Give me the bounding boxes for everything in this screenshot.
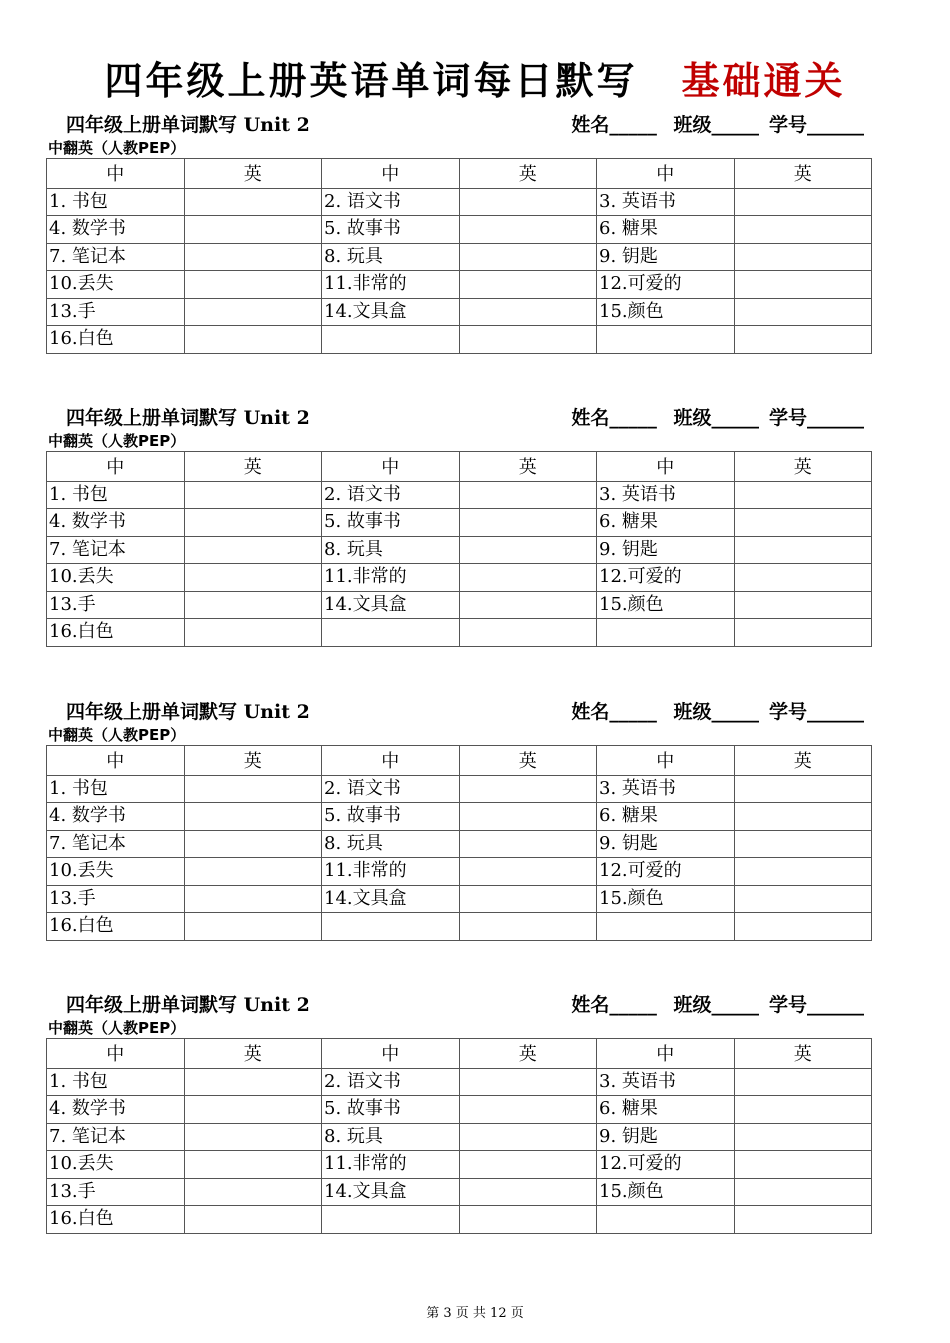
chinese-word-cell: 8. 玩具 — [322, 243, 460, 271]
table-row — [47, 858, 872, 886]
english-answer-cell[interactable] — [734, 1151, 872, 1179]
table-row — [47, 326, 872, 354]
table-row — [47, 1068, 872, 1096]
chinese-word-cell: 3. 英语书 — [597, 1068, 735, 1096]
english-answer-cell[interactable] — [459, 803, 597, 831]
chinese-word-cell: 2. 语文书 — [322, 1068, 460, 1096]
chinese-word-cell — [597, 326, 735, 354]
english-answer-cell[interactable] — [459, 188, 597, 216]
english-answer-cell[interactable] — [184, 481, 322, 509]
name-field[interactable]: 姓名_____ — [571, 114, 657, 136]
chinese-word-cell: 12.可爱的 — [597, 1151, 735, 1179]
column-header: 英 — [459, 452, 597, 482]
chinese-word-cell: 8. 玩具 — [322, 830, 460, 858]
chinese-word-cell: 15.颜色 — [597, 591, 735, 619]
table-row — [47, 885, 872, 913]
english-answer-cell[interactable] — [184, 216, 322, 244]
chinese-word-cell: 1. 书包 — [47, 188, 185, 216]
english-answer-cell[interactable] — [734, 243, 872, 271]
english-answer-cell[interactable] — [184, 1178, 322, 1206]
name-field[interactable]: 姓名_____ — [571, 701, 657, 723]
name-field[interactable]: 姓名_____ — [571, 994, 657, 1016]
chinese-word-cell: 7. 笔记本 — [47, 1123, 185, 1151]
english-answer-cell[interactable] — [184, 858, 322, 886]
column-header: 英 — [734, 452, 872, 482]
column-header: 英 — [459, 159, 597, 189]
chinese-word-cell: 15.颜色 — [597, 885, 735, 913]
english-answer-cell[interactable] — [734, 481, 872, 509]
chinese-word-cell: 12.可爱的 — [597, 564, 735, 592]
english-answer-cell[interactable] — [459, 216, 597, 244]
english-answer-cell[interactable] — [734, 1178, 872, 1206]
chinese-word-cell: 5. 故事书 — [322, 509, 460, 537]
english-answer-cell[interactable] — [459, 1151, 597, 1179]
english-answer-cell[interactable] — [184, 619, 322, 647]
block-header — [46, 697, 876, 725]
chinese-word-cell: 4. 数学书 — [47, 1096, 185, 1124]
table-header-row — [47, 1039, 872, 1069]
english-answer-cell[interactable] — [459, 326, 597, 354]
table-row — [47, 591, 872, 619]
english-answer-cell[interactable] — [184, 913, 322, 941]
english-answer-cell[interactable] — [734, 1068, 872, 1096]
column-header: 英 — [734, 1039, 872, 1069]
chinese-word-cell: 10.丢失 — [47, 271, 185, 299]
word-table — [46, 1038, 872, 1234]
column-header: 英 — [184, 159, 322, 189]
english-answer-cell[interactable] — [459, 481, 597, 509]
chinese-word-cell: 5. 故事书 — [322, 216, 460, 244]
chinese-word-cell: 14.文具盒 — [322, 591, 460, 619]
english-answer-cell[interactable] — [734, 913, 872, 941]
chinese-word-cell: 14.文具盒 — [322, 1178, 460, 1206]
section-subtitle: 中翻英（人教PEP） — [48, 139, 186, 157]
unit-title: 四年级上册单词默写 Unit 2 — [66, 701, 310, 723]
chinese-word-cell: 3. 英语书 — [597, 481, 735, 509]
chinese-word-cell: 13.手 — [47, 1178, 185, 1206]
english-answer-cell[interactable] — [184, 536, 322, 564]
column-header: 中 — [47, 159, 185, 189]
student-info-fields — [571, 110, 864, 137]
table-row — [47, 243, 872, 271]
english-answer-cell[interactable] — [734, 775, 872, 803]
chinese-word-cell: 12.可爱的 — [597, 271, 735, 299]
table-row — [47, 216, 872, 244]
column-header: 中 — [47, 746, 185, 776]
chinese-word-cell: 2. 语文书 — [322, 481, 460, 509]
unit-title: 四年级上册单词默写 Unit 2 — [66, 114, 310, 136]
column-header: 英 — [184, 746, 322, 776]
table-row — [47, 803, 872, 831]
table-row — [47, 1123, 872, 1151]
chinese-word-cell: 10.丢失 — [47, 858, 185, 886]
english-answer-cell[interactable] — [459, 1178, 597, 1206]
dictation-block — [46, 110, 876, 354]
english-answer-cell[interactable] — [459, 243, 597, 271]
english-answer-cell[interactable] — [734, 1206, 872, 1234]
table-row — [47, 1151, 872, 1179]
chinese-word-cell: 6. 糖果 — [597, 1096, 735, 1124]
chinese-word-cell: 7. 笔记本 — [47, 830, 185, 858]
student-id-field[interactable]: 学号______ — [768, 114, 864, 136]
chinese-word-cell: 9. 钥匙 — [597, 243, 735, 271]
chinese-word-cell: 4. 数学书 — [47, 803, 185, 831]
table-header-row — [47, 746, 872, 776]
table-row — [47, 564, 872, 592]
chinese-word-cell: 15.颜色 — [597, 298, 735, 326]
table-row — [47, 1096, 872, 1124]
name-field[interactable]: 姓名_____ — [571, 407, 657, 429]
table-row — [47, 298, 872, 326]
title-accent: 基础通关 — [681, 59, 846, 103]
table-row — [47, 481, 872, 509]
chinese-word-cell: 6. 糖果 — [597, 803, 735, 831]
student-id-field[interactable]: 学号______ — [768, 994, 864, 1016]
column-header: 中 — [47, 1039, 185, 1069]
english-answer-cell[interactable] — [459, 1123, 597, 1151]
english-answer-cell[interactable] — [184, 243, 322, 271]
chinese-word-cell — [597, 1206, 735, 1234]
chinese-word-cell: 13.手 — [47, 298, 185, 326]
page-footer: 第 3 页 共 12 页 — [426, 1306, 524, 1321]
english-answer-cell[interactable] — [184, 298, 322, 326]
chinese-word-cell: 16.白色 — [47, 1206, 185, 1234]
chinese-word-cell: 4. 数学书 — [47, 509, 185, 537]
english-answer-cell[interactable] — [734, 298, 872, 326]
english-answer-cell[interactable] — [459, 298, 597, 326]
table-row — [47, 619, 872, 647]
unit-title: 四年级上册单词默写 Unit 2 — [66, 994, 310, 1016]
english-answer-cell[interactable] — [734, 830, 872, 858]
section-subtitle: 中翻英（人教PEP） — [48, 432, 186, 450]
english-answer-cell[interactable] — [459, 591, 597, 619]
title-main: 四年级上册英语单词每日默写 — [104, 59, 638, 103]
student-info-fields — [571, 990, 864, 1017]
chinese-word-cell — [597, 619, 735, 647]
english-answer-cell[interactable] — [184, 885, 322, 913]
chinese-word-cell — [322, 1206, 460, 1234]
english-answer-cell[interactable] — [184, 326, 322, 354]
table-row — [47, 830, 872, 858]
chinese-word-cell: 14.文具盒 — [322, 885, 460, 913]
chinese-word-cell: 1. 书包 — [47, 775, 185, 803]
chinese-word-cell: 4. 数学书 — [47, 216, 185, 244]
english-answer-cell[interactable] — [184, 271, 322, 299]
english-answer-cell[interactable] — [734, 271, 872, 299]
chinese-word-cell: 9. 钥匙 — [597, 1123, 735, 1151]
word-table — [46, 451, 872, 647]
student-id-field[interactable]: 学号______ — [768, 701, 864, 723]
chinese-word-cell — [322, 326, 460, 354]
chinese-word-cell: 2. 语文书 — [322, 188, 460, 216]
table-row — [47, 775, 872, 803]
table-row — [47, 509, 872, 537]
english-answer-cell[interactable] — [459, 775, 597, 803]
english-answer-cell[interactable] — [734, 216, 872, 244]
column-header: 英 — [734, 159, 872, 189]
english-answer-cell[interactable] — [184, 1096, 322, 1124]
english-answer-cell[interactable] — [734, 803, 872, 831]
english-answer-cell[interactable] — [734, 536, 872, 564]
table-row — [47, 1178, 872, 1206]
unit-title: 四年级上册单词默写 Unit 2 — [66, 407, 310, 429]
chinese-word-cell: 7. 笔记本 — [47, 243, 185, 271]
english-answer-cell[interactable] — [734, 564, 872, 592]
class-field[interactable]: 班级_____ — [673, 114, 759, 136]
english-answer-cell[interactable] — [734, 509, 872, 537]
class-field[interactable]: 班级_____ — [673, 701, 759, 723]
column-header: 中 — [597, 746, 735, 776]
english-answer-cell[interactable] — [734, 858, 872, 886]
english-answer-cell[interactable] — [459, 509, 597, 537]
english-answer-cell[interactable] — [184, 564, 322, 592]
column-header: 中 — [322, 746, 460, 776]
chinese-word-cell: 16.白色 — [47, 326, 185, 354]
english-answer-cell[interactable] — [184, 509, 322, 537]
english-answer-cell[interactable] — [459, 271, 597, 299]
column-header: 英 — [459, 1039, 597, 1069]
chinese-word-cell: 13.手 — [47, 591, 185, 619]
class-field[interactable]: 班级_____ — [673, 994, 759, 1016]
column-header: 中 — [597, 452, 735, 482]
column-header: 英 — [734, 746, 872, 776]
chinese-word-cell: 9. 钥匙 — [597, 536, 735, 564]
block-header — [46, 403, 876, 431]
column-header: 中 — [47, 452, 185, 482]
english-answer-cell[interactable] — [184, 1206, 322, 1234]
table-row — [47, 271, 872, 299]
chinese-word-cell: 9. 钥匙 — [597, 830, 735, 858]
chinese-word-cell: 15.颜色 — [597, 1178, 735, 1206]
column-header: 英 — [184, 452, 322, 482]
student-info-fields — [571, 697, 864, 724]
english-answer-cell[interactable] — [459, 885, 597, 913]
english-answer-cell[interactable] — [459, 619, 597, 647]
word-table — [46, 745, 872, 941]
english-answer-cell[interactable] — [184, 1151, 322, 1179]
chinese-word-cell: 8. 玩具 — [322, 536, 460, 564]
block-header — [46, 990, 876, 1018]
chinese-word-cell: 1. 书包 — [47, 1068, 185, 1096]
column-header: 中 — [597, 159, 735, 189]
student-id-field[interactable]: 学号______ — [768, 407, 864, 429]
chinese-word-cell: 16.白色 — [47, 619, 185, 647]
english-answer-cell[interactable] — [184, 803, 322, 831]
column-header: 英 — [459, 746, 597, 776]
chinese-word-cell: 5. 故事书 — [322, 803, 460, 831]
english-answer-cell[interactable] — [459, 564, 597, 592]
chinese-word-cell: 11.非常的 — [322, 564, 460, 592]
dictation-block — [46, 403, 876, 647]
class-field[interactable]: 班级_____ — [673, 407, 759, 429]
english-answer-cell[interactable] — [459, 1068, 597, 1096]
english-answer-cell[interactable] — [734, 326, 872, 354]
chinese-word-cell: 6. 糖果 — [597, 509, 735, 537]
chinese-word-cell: 14.文具盒 — [322, 298, 460, 326]
page-title — [0, 50, 950, 105]
english-answer-cell[interactable] — [734, 591, 872, 619]
english-answer-cell[interactable] — [459, 830, 597, 858]
word-table — [46, 158, 872, 354]
column-header: 中 — [322, 159, 460, 189]
english-answer-cell[interactable] — [184, 1123, 322, 1151]
table-header-row — [47, 452, 872, 482]
chinese-word-cell: 16.白色 — [47, 913, 185, 941]
column-header: 中 — [597, 1039, 735, 1069]
table-row — [47, 1206, 872, 1234]
english-answer-cell[interactable] — [184, 830, 322, 858]
chinese-word-cell: 6. 糖果 — [597, 216, 735, 244]
chinese-word-cell: 1. 书包 — [47, 481, 185, 509]
english-answer-cell[interactable] — [184, 188, 322, 216]
chinese-word-cell — [597, 913, 735, 941]
chinese-word-cell: 8. 玩具 — [322, 1123, 460, 1151]
english-answer-cell[interactable] — [184, 1068, 322, 1096]
chinese-word-cell: 11.非常的 — [322, 271, 460, 299]
chinese-word-cell: 3. 英语书 — [597, 188, 735, 216]
english-answer-cell[interactable] — [734, 619, 872, 647]
english-answer-cell[interactable] — [734, 1123, 872, 1151]
table-row — [47, 188, 872, 216]
english-answer-cell[interactable] — [734, 1096, 872, 1124]
section-subtitle: 中翻英（人教PEP） — [48, 726, 186, 744]
table-header-row — [47, 159, 872, 189]
english-answer-cell[interactable] — [734, 885, 872, 913]
chinese-word-cell — [322, 913, 460, 941]
chinese-word-cell: 3. 英语书 — [597, 775, 735, 803]
table-row — [47, 536, 872, 564]
english-answer-cell[interactable] — [459, 913, 597, 941]
chinese-word-cell: 7. 笔记本 — [47, 536, 185, 564]
section-subtitle: 中翻英（人教PEP） — [48, 1019, 186, 1037]
chinese-word-cell: 5. 故事书 — [322, 1096, 460, 1124]
chinese-word-cell: 12.可爱的 — [597, 858, 735, 886]
block-header — [46, 110, 876, 138]
english-answer-cell[interactable] — [459, 858, 597, 886]
chinese-word-cell: 10.丢失 — [47, 1151, 185, 1179]
chinese-word-cell — [322, 619, 460, 647]
dictation-block — [46, 697, 876, 941]
column-header: 中 — [322, 452, 460, 482]
dictation-block — [46, 990, 876, 1234]
student-info-fields — [571, 403, 864, 430]
english-answer-cell[interactable] — [459, 1206, 597, 1234]
english-answer-cell[interactable] — [459, 1096, 597, 1124]
english-answer-cell[interactable] — [459, 536, 597, 564]
column-header: 英 — [184, 1039, 322, 1069]
table-row — [47, 913, 872, 941]
column-header: 中 — [322, 1039, 460, 1069]
chinese-word-cell: 2. 语文书 — [322, 775, 460, 803]
english-answer-cell[interactable] — [734, 188, 872, 216]
chinese-word-cell: 11.非常的 — [322, 858, 460, 886]
english-answer-cell[interactable] — [184, 775, 322, 803]
chinese-word-cell: 10.丢失 — [47, 564, 185, 592]
english-answer-cell[interactable] — [184, 591, 322, 619]
chinese-word-cell: 13.手 — [47, 885, 185, 913]
chinese-word-cell: 11.非常的 — [322, 1151, 460, 1179]
